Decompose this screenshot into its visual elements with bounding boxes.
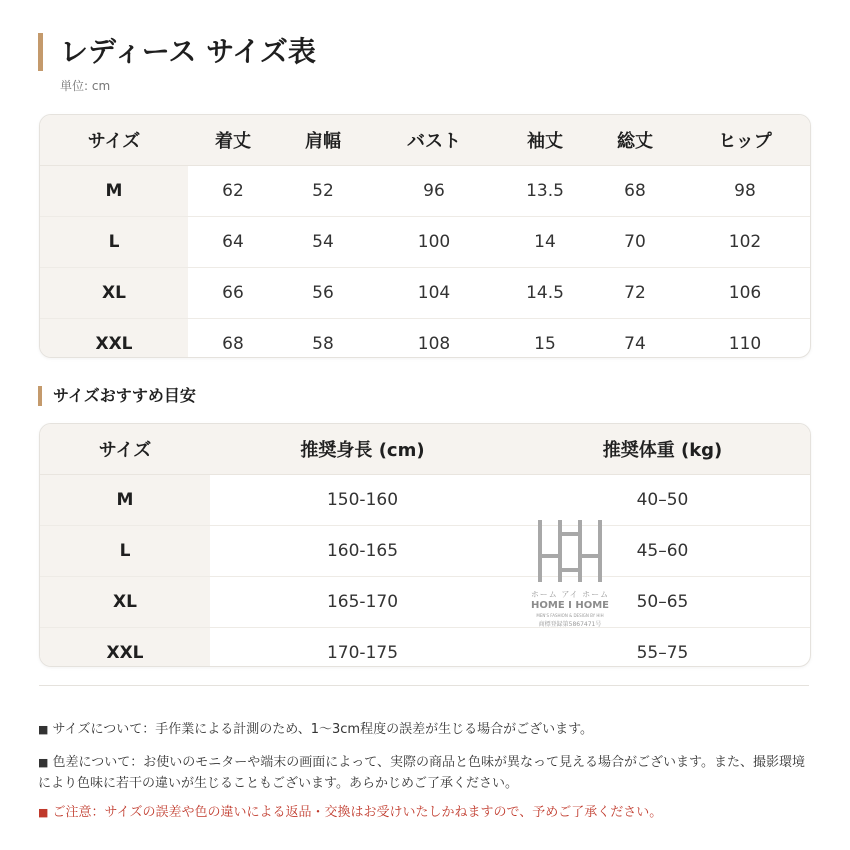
table-cell: 62 [188, 166, 278, 217]
table-cell: 45–60 [515, 526, 810, 577]
note-text: 色差について：お使いのモニターや端末の画面によって、実際の商品と色味が異なって見える場合がございます。また、撮影環境により色味に若干の違いが生じることもございます。あらかじめご了承ください。 [38, 755, 805, 791]
table-cell: 66 [188, 268, 278, 319]
column-header: 推奨体重 (kg) [515, 424, 810, 475]
table-cell: 52 [278, 166, 368, 217]
note-size [38, 719, 813, 740]
table-cell: 70 [590, 217, 680, 268]
table-header-row [40, 424, 810, 475]
note-text: ご注意：サイズの誤差や色の違いによる返品・交換はお受けいたしかねますので、予めご了承ください。 [52, 805, 663, 820]
column-header: 着丈 [188, 115, 278, 166]
table-cell: 13.5 [500, 166, 590, 217]
table-row [40, 628, 810, 668]
bullet-square-icon: ■ [38, 723, 49, 736]
note-text: サイズについて：手作業による計測のため、1～3cm程度の誤差が生じる場合がございます。 [52, 722, 594, 737]
bullet-square-icon: ■ [38, 806, 49, 819]
table-cell: 68 [590, 166, 680, 217]
section-accent-bar [38, 386, 42, 406]
size-cell: M [40, 166, 188, 217]
watermark-kana: ホーム アイ ホーム [530, 590, 610, 599]
table-cell: 54 [278, 217, 368, 268]
note-color [38, 752, 813, 794]
table-cell: 72 [590, 268, 680, 319]
table-cell: 106 [680, 268, 810, 319]
table-cell: 40–50 [515, 475, 810, 526]
table-cell: 55–75 [636, 643, 689, 663]
table-cell: 15 [534, 334, 556, 354]
table-cell: 102 [680, 217, 810, 268]
size-cell: XXL [40, 319, 188, 359]
column-header: 肩幅 [278, 115, 368, 166]
table-cell: 68 [222, 334, 244, 354]
page-title: レディース サイズ表 [60, 35, 316, 68]
table-cell: 160-165 [210, 526, 515, 577]
section-title: サイズおすすめ目安 [53, 386, 196, 405]
table-cell: 14.5 [500, 268, 590, 319]
table-cell: 170-175 [326, 643, 399, 663]
watermark-brand: HOME I HOME [531, 600, 609, 611]
note-warning [38, 802, 813, 823]
table-cell: 56 [278, 268, 368, 319]
title-accent-bar [38, 33, 43, 71]
size-cell: XL [40, 268, 188, 319]
table-cell: 150-160 [210, 475, 515, 526]
column-header: サイズ [40, 424, 210, 475]
table-cell: 110 [728, 334, 762, 354]
table-cell: 165-170 [210, 577, 515, 628]
table-row [40, 217, 810, 268]
table-cell: 64 [188, 217, 278, 268]
table-header-row [40, 115, 810, 166]
table-row [40, 526, 810, 577]
table-cell: 14 [500, 217, 590, 268]
table-row [40, 166, 810, 217]
table-cell: 108 [417, 334, 451, 354]
table-row [40, 268, 810, 319]
table-row [40, 319, 810, 359]
column-header: 総丈 [590, 115, 680, 166]
table-row [40, 577, 810, 628]
size-cell: M [40, 475, 210, 526]
column-header: 袖丈 [500, 115, 590, 166]
table-cell: 96 [368, 166, 500, 217]
column-header: バスト [368, 115, 500, 166]
table-cell: 98 [680, 166, 810, 217]
watermark-registration: 商標登録第5867471号 [538, 621, 602, 628]
column-header: 推奨身長 (cm) [210, 424, 515, 475]
table-cell: 104 [368, 268, 500, 319]
column-header: ヒップ [680, 115, 810, 166]
table-row [40, 475, 810, 526]
size-cell: L [40, 217, 188, 268]
table-cell: 100 [368, 217, 500, 268]
divider [39, 685, 809, 686]
size-cell: XL [40, 577, 210, 628]
table-cell: 74 [624, 334, 646, 354]
bullet-square-icon: ■ [38, 756, 49, 769]
table-cell: 58 [312, 334, 334, 354]
size-cell: L [40, 526, 210, 577]
watermark-tagline: MEN'S FASHION & DESIGN BY HIH [536, 613, 604, 618]
table-cell: 50–65 [515, 577, 810, 628]
size-chart-table [39, 114, 811, 358]
size-cell: XXL [40, 628, 210, 668]
column-header: サイズ [40, 115, 188, 166]
recommend-table [39, 423, 811, 667]
unit-label: 単位: cm [60, 79, 111, 93]
